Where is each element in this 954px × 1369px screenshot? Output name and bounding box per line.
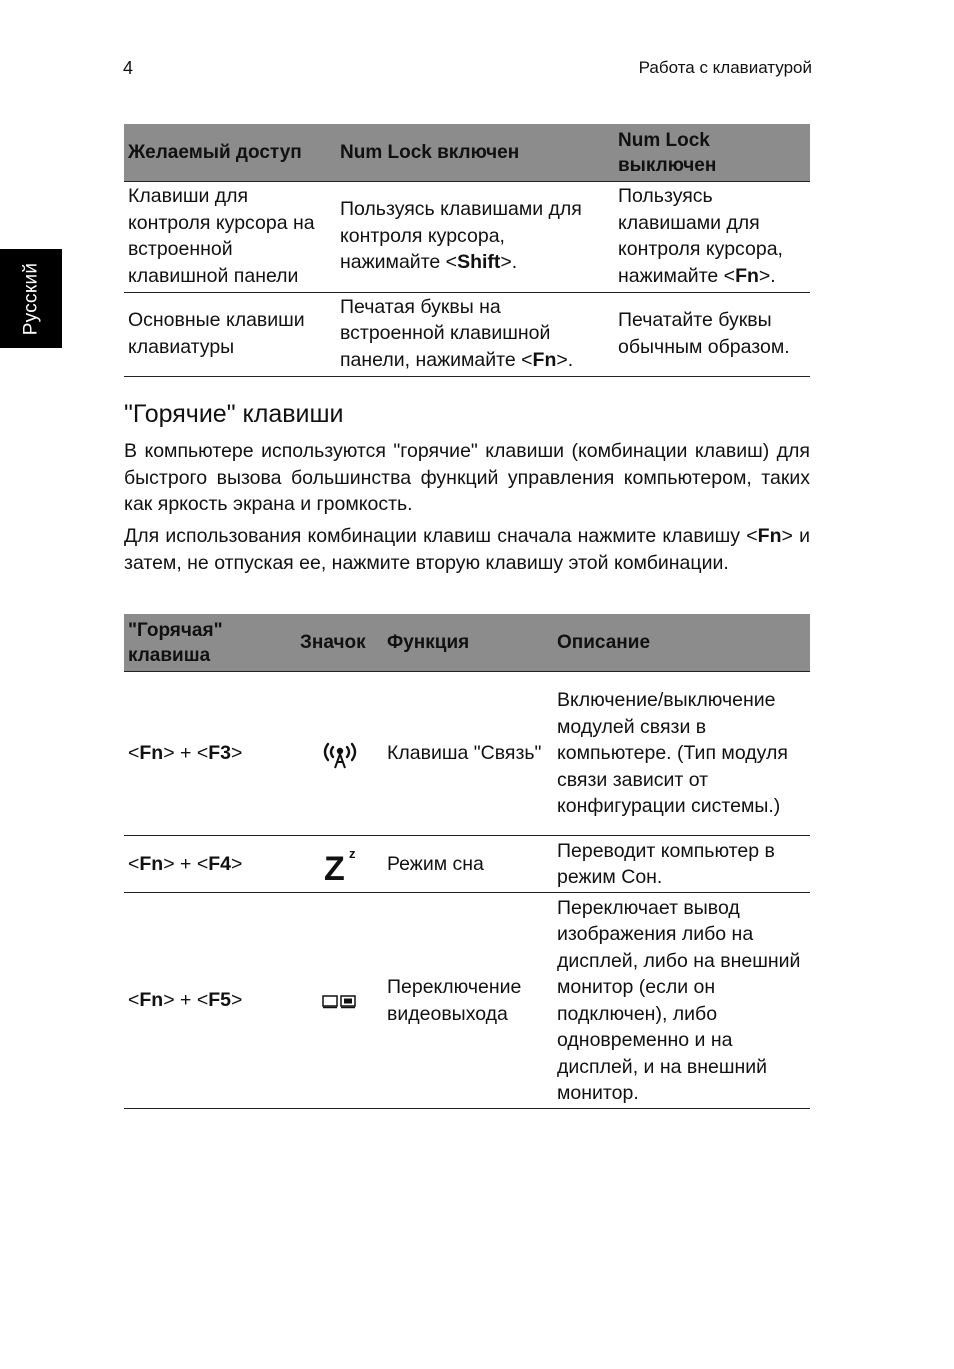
key-name: Fn bbox=[139, 989, 164, 1012]
combo-text: > bbox=[230, 742, 243, 765]
hotkey-header-function: Функция bbox=[383, 614, 553, 672]
combo-text: < bbox=[128, 852, 140, 875]
hotkey-combo bbox=[124, 893, 296, 1109]
combo-text: > + < bbox=[163, 989, 209, 1012]
numlock-table-header-row bbox=[124, 124, 810, 182]
cell-text: Пользуясь клавишами для контроля курсора, нажимайте < bbox=[340, 198, 582, 274]
hotkey-description: Переключает вывод изображения либо на дисплей, либо на внешний монитор (если он подключен), либо одновременно и на дисплей, и на внешний монитор. bbox=[553, 893, 810, 1109]
cell-text: >. bbox=[556, 348, 574, 371]
key-name: F3 bbox=[208, 742, 231, 765]
key-name: F4 bbox=[208, 852, 231, 875]
numlock-cell-off bbox=[614, 182, 810, 293]
language-side-tab-label: Русский bbox=[20, 262, 42, 335]
running-title: Работа с клавиатурой bbox=[638, 58, 812, 77]
hotkey-icon-cell bbox=[296, 893, 383, 1109]
cell-text: Пользуясь клавишами для контроля курсора, нажимайте < bbox=[618, 185, 783, 287]
key-name: Fn bbox=[532, 348, 557, 371]
numlock-cell-on bbox=[336, 293, 614, 377]
paragraph-text: Для использования комбинации клавиш сначала нажмите клавишу < bbox=[124, 525, 758, 547]
combo-text: > bbox=[230, 989, 243, 1012]
key-name: Shift bbox=[457, 251, 501, 274]
hotkey-combo bbox=[124, 836, 296, 893]
table-row bbox=[124, 182, 810, 293]
combo-text: > + < bbox=[163, 742, 209, 765]
numlock-header-on: Num Lock включен bbox=[336, 124, 614, 182]
sleep-icon bbox=[320, 844, 360, 884]
hotkey-function: Режим сна bbox=[383, 836, 553, 893]
hotkey-icon-cell bbox=[296, 836, 383, 893]
numlock-table bbox=[124, 124, 810, 377]
hotkey-header-description: Описание bbox=[553, 614, 810, 672]
numlock-cell-access: Основные клавиши клавиатуры bbox=[124, 293, 336, 377]
key-name: Fn bbox=[139, 852, 164, 875]
key-name: Fn bbox=[139, 742, 164, 765]
numlock-cell-on bbox=[336, 182, 614, 293]
hotkey-function: Клавиша "Связь" bbox=[383, 672, 553, 836]
key-name: F5 bbox=[208, 989, 231, 1012]
key-name: Fn bbox=[735, 264, 759, 287]
intro-paragraph: В компьютере используются "горячие" клавиши (комбинации клавиш) для быстрого вызова большинства функций управления компьютером, таких как яркость экрана и громкость. bbox=[124, 440, 810, 515]
hotkey-header-icon: Значок bbox=[296, 614, 383, 672]
hotkey-description: Включение/выключение модулей связи в компьютере. (Тип модуля связи зависит от конфигурации системы.) bbox=[553, 672, 810, 836]
numlock-cell-off: Печатайте буквы обычным образом. bbox=[614, 293, 810, 377]
hotkey-table bbox=[124, 614, 810, 1109]
table-row bbox=[124, 836, 810, 893]
combo-text: < bbox=[128, 742, 140, 765]
wireless-icon bbox=[320, 738, 360, 770]
language-side-tab bbox=[0, 249, 62, 348]
hotkey-function: Переключение видеовыхода bbox=[383, 893, 553, 1109]
combo-text: > + < bbox=[163, 852, 209, 875]
sleep-icon-small: z bbox=[348, 846, 355, 861]
combo-text: > bbox=[230, 852, 243, 875]
display-toggle-icon bbox=[320, 993, 360, 1009]
cell-text: >. bbox=[758, 264, 776, 287]
table-row bbox=[124, 893, 810, 1109]
cell-text: Печатая буквы на встроенной клавишной панели, нажимайте < bbox=[340, 295, 551, 371]
usage-paragraph bbox=[124, 523, 810, 576]
table-row bbox=[124, 672, 810, 836]
table-row bbox=[124, 293, 810, 377]
sleep-icon-big: Z bbox=[323, 850, 345, 884]
cell-text: >. bbox=[500, 251, 518, 274]
paragraph-text: > и затем, не отпуская ее, нажмите вторую клавишу этой комбинации. bbox=[124, 525, 810, 574]
hotkey-combo bbox=[124, 672, 296, 836]
combo-text: < bbox=[128, 989, 140, 1012]
key-name: Fn bbox=[757, 525, 782, 547]
hotkey-icon-cell bbox=[296, 672, 383, 836]
hotkey-table-header-row bbox=[124, 614, 810, 672]
numlock-header-off: Num Lock выключен bbox=[614, 124, 810, 182]
hotkey-header-key: "Горячая" клавиша bbox=[124, 614, 296, 672]
page-number: 4 bbox=[123, 58, 134, 78]
numlock-header-access: Желаемый доступ bbox=[124, 124, 336, 182]
section-title: "Горячие" клавиши bbox=[124, 400, 344, 428]
numlock-cell-access: Клавиши для контроля курсора на встроенной клавишной панели bbox=[124, 182, 336, 293]
hotkey-description: Переводит компьютер в режим Сон. bbox=[553, 836, 810, 893]
